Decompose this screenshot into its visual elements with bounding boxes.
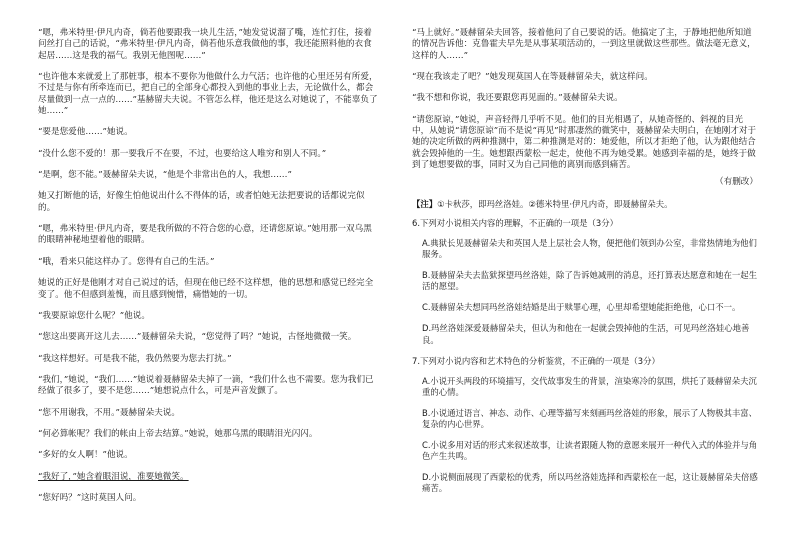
paragraph: “您不用谢我，不用。”聂赫留朵夫说。 bbox=[38, 407, 180, 418]
question-7-option-b: B.小说通过语言、神态、动作、心理等描写来刻画玛丝洛娃的形象，展示了人物极其丰富、复杂的内心世界。 bbox=[422, 407, 758, 429]
paragraph: “我不想和你说，我还要跟您再见面的。”聂赫留朵夫说。 bbox=[412, 93, 623, 104]
right-column bbox=[412, 28, 758, 504]
paragraph: “没什么您不爱的！那一要我斤不在要，不过，也要给这人唯穷和别人不同。” bbox=[38, 148, 327, 159]
paragraph: “马上就好。”聂赫留朵夫回答，接着他问了自己要说的话。他搞定了主，于静地把他所知道的情况告诉他：克鲁霍夫早先是从事某项活动的，一到这里就做这些那些。做法毫无意义，这样的人……” bbox=[412, 28, 756, 61]
paragraph: “您好吗？”这时莫国人问。 bbox=[38, 492, 142, 503]
paragraph: “是啊，您不能。”聂赫留朵夫说，“他是个非常出色的人，我想……” bbox=[38, 170, 292, 181]
question-6-option-b: B.聂赫留朵夫去监狱探望玛丝洛娃，除了告诉她减刑的消息，还打算表达愿意和她在一起生活的愿望。 bbox=[422, 270, 758, 292]
paragraph: 她说的正好是他刚才对自己说过的话，但现在他已经不这样想，他的思想和感觉已经完全变了。他不但感到羞愧，而且感到惋惜，痛惜她的一切。 bbox=[38, 278, 374, 300]
paragraph: “请您原谅，”她说，声音轻得几乎听不见。他们的目光相遇了，从她奇怪的、斜视的目光中，从她说“请您原谅”而不是说“再见”时那凄然的微笑中，聂赫留朵夫明白，在她刚才对于她的决定所做的两种推测中，第二种推测是对的：她爱他，所以才拒绝了他，认为跟他结合就会毁掉他的一生。她想跟西蒙松一起走，使他不再为她受累。她感到幸福的是，她终于做到了她想要做的事，同时又为自己同他的离别而感到痛苦。 bbox=[412, 114, 757, 171]
paragraph: “我们，”她说，“我们……”她说着聂赫留朵夫掉了一滴，“我们什么也不需要。您为我们已经做了很多了，要不是您……”她想说点什么，可是声音发颤了。 bbox=[38, 374, 374, 397]
question-7-option-c: C.小说多用对话的形式来叙述故事，让读者跟随人物的意愿来展开一种代入式的体验并与角色产生共鸣。 bbox=[422, 440, 758, 462]
question-6-option-a: A.典狱长见聂赫留朵夫和英国人是上层社会人物，便把他们领到办公室，非常热情地为他们服务。 bbox=[422, 237, 757, 260]
paragraph: “我这样想好。可是我不能，我仍然要为您去打扰。” bbox=[38, 353, 232, 364]
left-column bbox=[38, 28, 380, 514]
footnote bbox=[412, 199, 758, 210]
question-7-option-a: A.小说开头两段的环境描写，交代故事发生的背景，渲染寒冷的氛围，烘托了聂赫留朵夫沉重的心情。 bbox=[422, 375, 757, 397]
question-6-option-d: D.玛丝洛娃深爱聂赫留朵夫，但认为和他在一起就会毁掉他的生活，可见玛丝洛娃心地善良。 bbox=[422, 323, 750, 345]
paragraph: “要是您爱他……”她说。 bbox=[38, 127, 133, 138]
source-note: （有删改） bbox=[715, 177, 758, 188]
question-6-stem: 6.下列对小说相关内容的理解，不正确的一项是（3分） bbox=[412, 217, 618, 228]
paragraph: “嗯，弗米特里·伊凡内奇，要是我所做的不符合您的心意，还请您原谅。”她用那一双乌黑的眼睛神秘地望着他的眼睛。 bbox=[38, 224, 372, 246]
paragraph: “我要原谅您什么呢？”他说。 bbox=[38, 310, 150, 321]
question-7-option-d: D.小说侧面展现了西蒙松的优秀，所以玛丝洛娃选择和西蒙松在一起，这让聂赫留朵夫倍感痛苦。 bbox=[422, 472, 758, 494]
footnote-label: 【注】 bbox=[412, 198, 438, 209]
paragraph: “现在我该走了吧？”她发现莫国人在等聂赫留朵夫，就这样问。 bbox=[412, 72, 653, 83]
paragraph: “哦，看来只能这样办了。您得有自己的生活。” bbox=[38, 256, 215, 267]
paragraph: “您这出要离开这儿去……”聂赫留朵夫说，“您觉得了吗？”她说，古怪地微微一笑。 bbox=[38, 332, 357, 343]
question-7-stem: 7.下列对小说内容和艺术特色的分析鉴赏，不正确的一项是（3分） bbox=[412, 355, 660, 366]
paragraph: “也许他本来就爱上了那桩事，根本不要你为他做什么力气活；也许他的心里还另有所爱，不过是与你有所牵连而已，把自己的全部身心都投入到他的事业上去，无论做什么，都会尽量做到一点一点的……”基赫留夫夫说。不管怎么样，他还是这么对她说了，不能辜负了她……” bbox=[38, 72, 378, 117]
question-6-option-c: C.聂赫留朵夫想同玛丝洛娃结婚是出于赎罪心理，心里却希望她能拒绝他，心口不一。 bbox=[422, 302, 741, 313]
paragraph: “嗯，弗米特里·伊凡内奇，倘若他要跟我一块儿生活，”她发觉说溜了嘴，连忙打住，接着问丝打自己的话说，“弗米特里·伊凡内奇，倘若他乐意我做他的事，我还能照料他的衣食起居……这是我的福气。我别无他图呢……” bbox=[38, 28, 372, 61]
paragraph: “何必算帐呢？我们的帐由上帝去结算。”她说，她那乌黑的眼睛泪光闪闪。 bbox=[38, 428, 318, 439]
paragraph: 她又打断他的话，好像生怕他说出什么不得体的话，或者怕她无法把要说的话都说完似的。 bbox=[38, 191, 365, 213]
paragraph: “我好了，”她含着眼泪说，准要她微笑。 bbox=[38, 471, 189, 482]
paragraph: “多好的女人啊！”他说。 bbox=[38, 450, 133, 461]
footnote-text: ①卡秋莎，即玛丝洛娃。②德米特里·伊凡内奇，即聂赫留朵夫。 bbox=[437, 198, 673, 209]
